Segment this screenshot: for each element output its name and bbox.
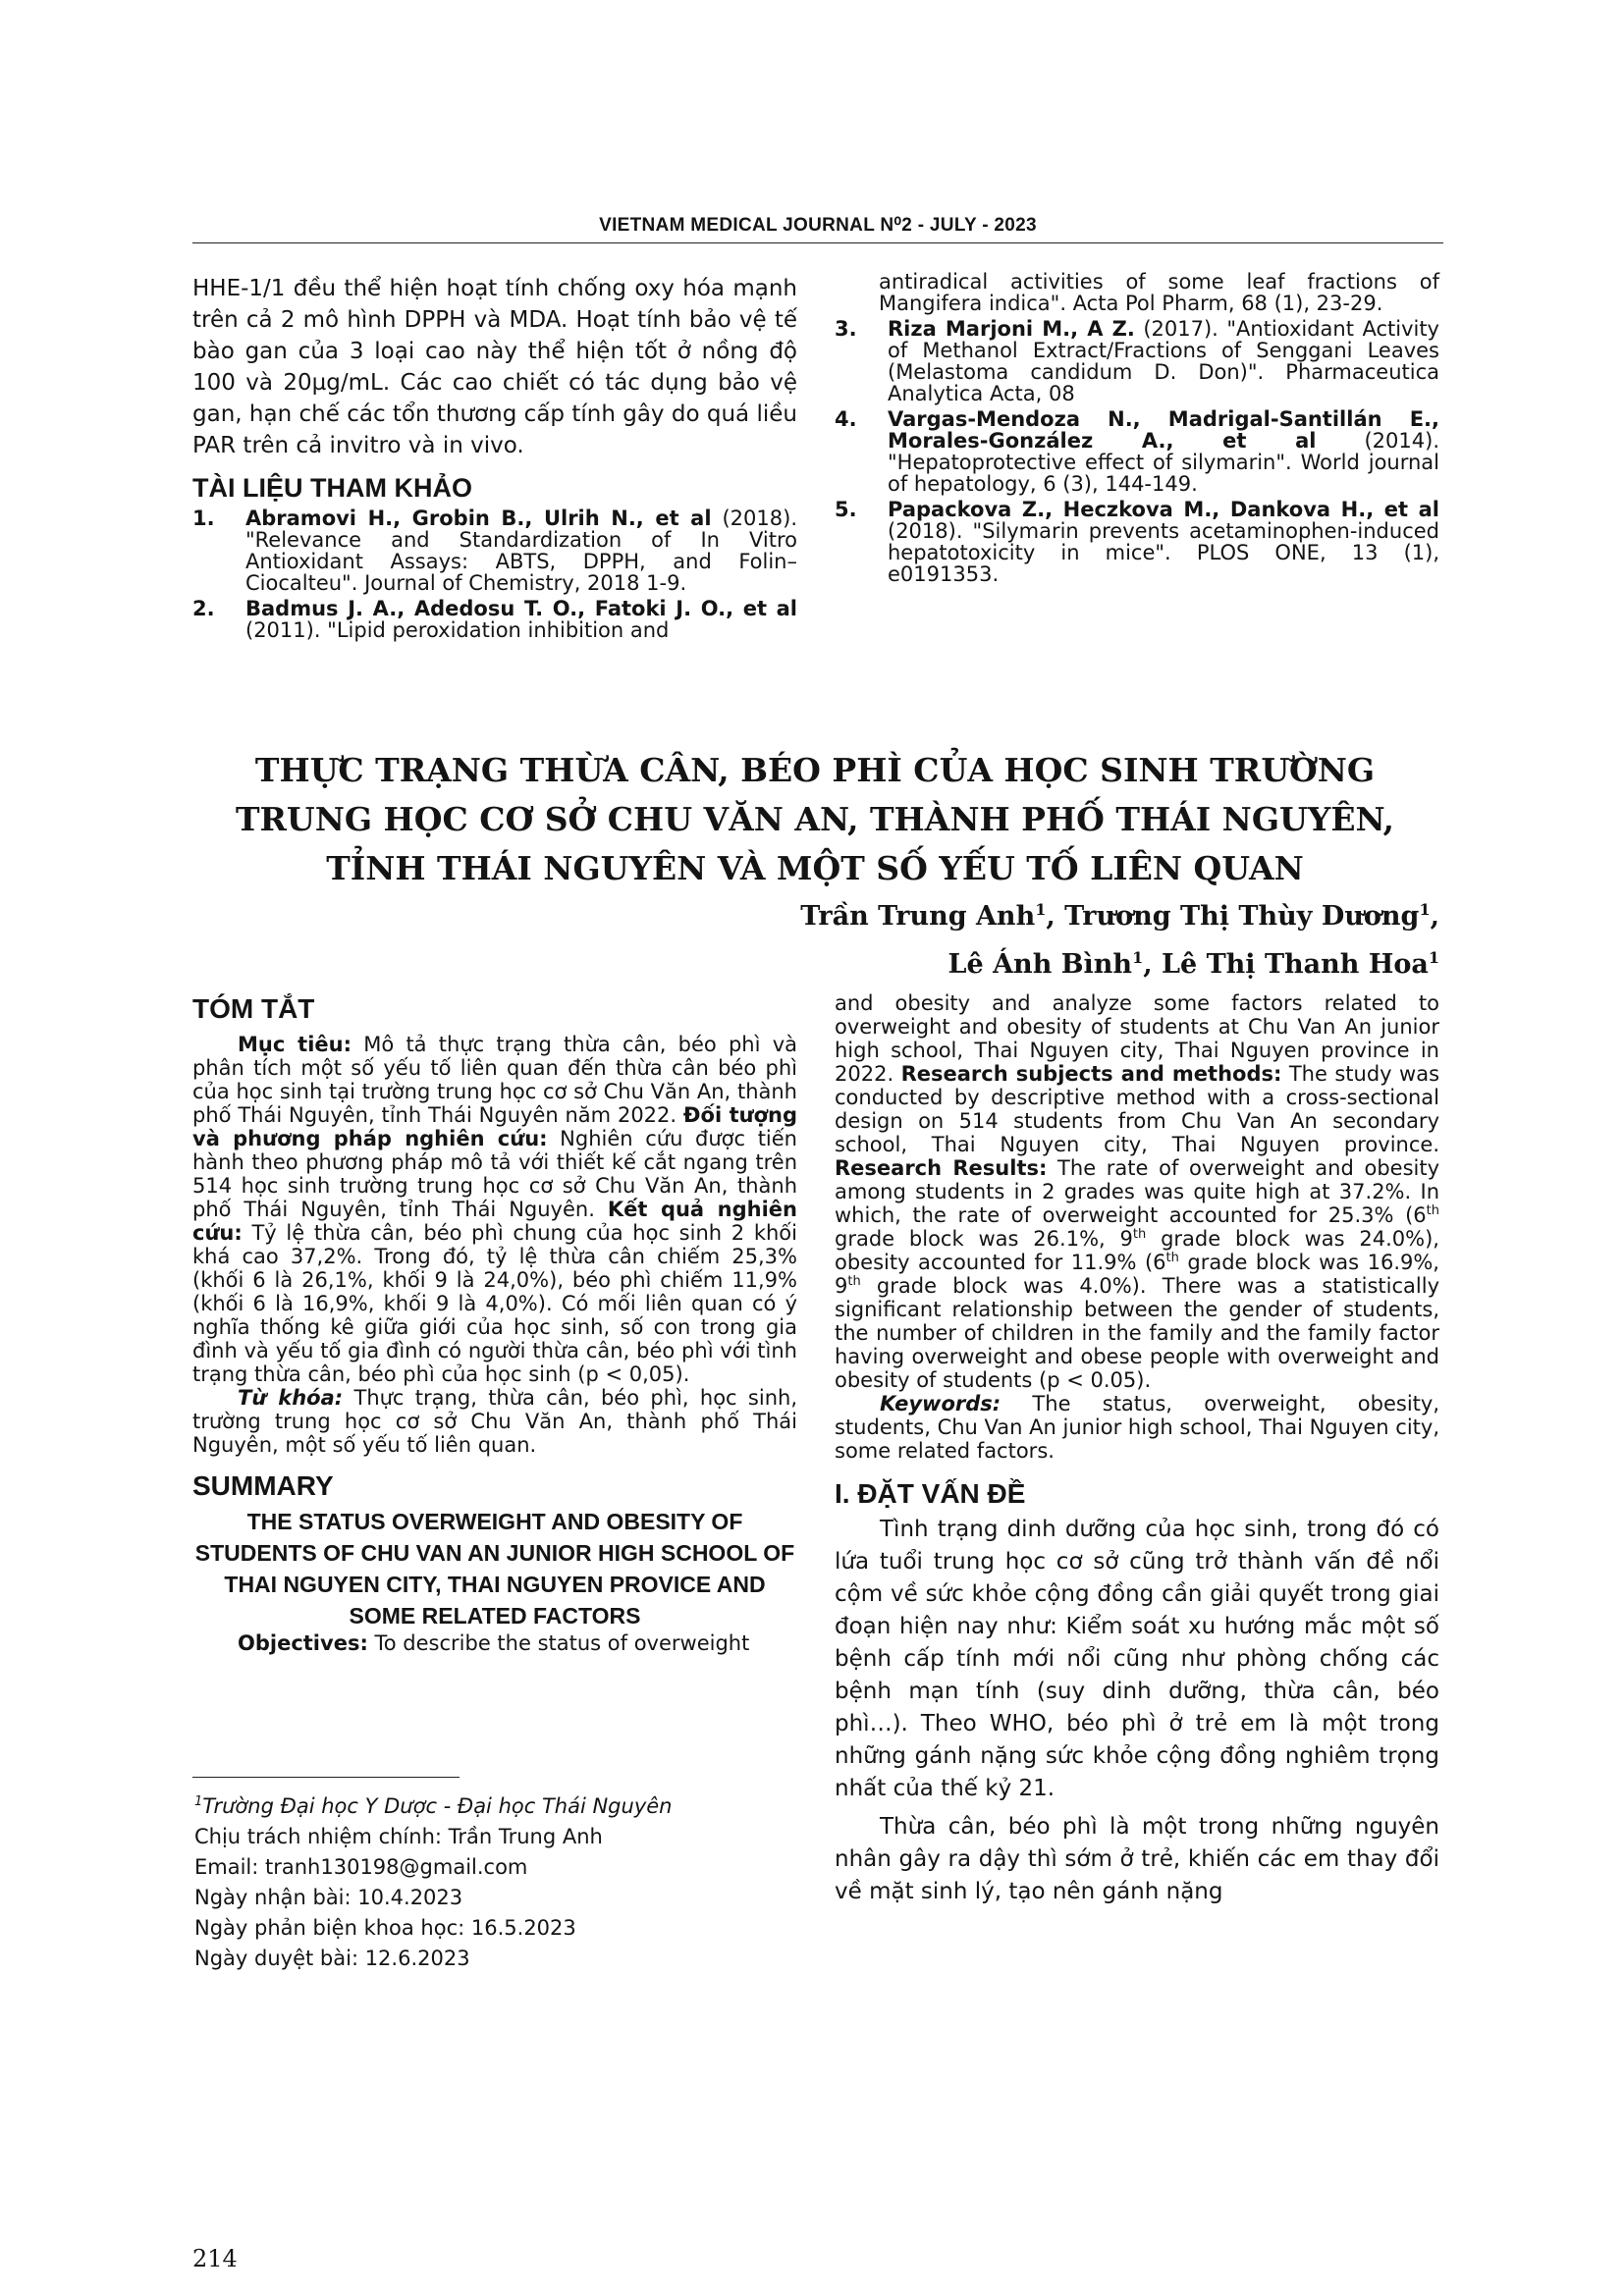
reference-item: 1. Abramovi H., Grobin B., Ulrih N., et al (2018). "Relevance and Standardization of In Vitro Antioxidant Assays: ABTS, DPPH, and Folin–Ciocalteu". Journal of Chemistry, 2018 1-9. [192, 507, 797, 595]
author-name: Trương Thị Thùy Dương [1064, 901, 1420, 932]
reference-item: 2. Badmus J. A., Adedosu T. O., Fatoki J. O., et al (2011). "Lipid peroxidation inhibition and [192, 597, 797, 642]
running-header [192, 214, 1443, 243]
intro-heading: I. ĐẶT VẤN ĐỀ [835, 1478, 1026, 1509]
reference-item: 4. Vargas-Mendoza N., Madrigal-Santillán E., Morales-González A., et al (2014). "Hepatoprotective effect of silymarin". World journal of hepatology, 6 (3), 144-149. [835, 407, 1439, 496]
author-name: Lê Thị Thanh Hoa [1162, 949, 1429, 980]
abstract-left-column [192, 993, 797, 1655]
intro-paragraph: Thừa cân, béo phì là một trong những nguyên nhân gây ra dậy thì sớm ở trẻ, khiến các em thay đổi về mặt sinh lý, tạo nên gánh nặng [835, 1814, 1439, 1904]
footnote-responsible: Chịu trách nhiệm chính: Trần Trung Anh [194, 1825, 603, 1848]
footnote-affiliation-mark: 1 [194, 1794, 203, 1809]
page-number: 214 [192, 2245, 238, 2272]
footnote-received: Ngày nhận bài: 10.4.2023 [194, 1886, 463, 1909]
reference-item: 3. Riza Marjoni M., A Z. (2017). "Antioxidant Activity of Methanol Extract/Fractions of Senggani Leaves (Melastoma candidum D. Don)". Pharmaceutica Analytica Acta, 08 [835, 317, 1439, 405]
title-line: TRUNG HỌC CƠ SỞ CHU VĂN AN, THÀNH PHỐ THÁI NGUYÊN, [235, 800, 1395, 838]
abstract-vi-body: Mục tiêu: Mô tả thực trạng thừa cân, béo phì và phân tích một số yếu tố liên quan đến thừa cân béo phì của học sinh tại trường trung học cơ sở Chu Văn An, thành phố Thái Nguyên, tỉnh Thái Nguyên năm 2022. Đối tượng và phương pháp nghiên cứu: Nghiên cứu được tiến hành theo phương pháp mô tả với thiết kế cắt ngang trên 514 học sinh trường trung học cơ sở Chu Văn An, thành phố Thái Nguyên, tỉnh Thái Nguyên. Kết quả nghiên cứu: Tỷ lệ thừa cân, béo phì chung của học sinh 2 khối khá cao 37,2%. Trong đó, tỷ lệ thừa cân chiếm 25,3% (khối 6 là 26,1%, khối 9 là 24,0%), béo phì chiếm 11,9% (khối 6 là 16,9%, khối 9 là 4,0%). Có mối liên quan có ý nghĩa thống kê giữa giới của học sinh, số con trong gia đình và yếu tố gia đình có người thừa cân, béo phì với tình trạng thừa cân, béo phì của học sinh (p < 0,05). [192, 1033, 798, 1386]
abstract-vi-heading: TÓM TẮT [192, 993, 315, 1024]
summary-keywords: Keywords: The status, overweight, obesity, students, Chu Van An junior high school, Thai Nguyen city, some related factors. [835, 1392, 1439, 1463]
footnote-email: Email: tranh130198@gmail.com [194, 1855, 528, 1879]
summary-objectives-start: Objectives: To describe the status of overweight [238, 1631, 750, 1655]
author-name: Trần Trung Anh [800, 901, 1036, 932]
article-title [177, 746, 1453, 893]
references-list-left [192, 507, 797, 641]
author-affiliation-mark: 1 [1035, 900, 1047, 919]
author-affiliation-mark: 1 [1428, 948, 1439, 967]
reference-text-split: (2011). "Lipid peroxidation inhibition and [245, 618, 670, 642]
prev-article-left-column [192, 273, 797, 641]
references-heading: TÀI LIỆU THAM KHẢO [192, 473, 472, 503]
author-name: Lê Ánh Bình [947, 949, 1133, 980]
summary-heading: SUMMARY [192, 1470, 334, 1501]
footnote-reviewed: Ngày phản biện khoa học: 16.5.2023 [194, 1916, 576, 1940]
journal-name: VIETNAM MEDICAL JOURNAL N⁰2 - JULY - 2023 [599, 215, 1037, 236]
author-affiliation-mark: 1 [1132, 948, 1144, 967]
intro-paragraph: Tình trạng dinh dưỡng của học sinh, trong đó có lứa tuổi trung học cơ sở cũng trở thành vấn đề nổi cộm về sức khỏe cộng đồng cần giải quyết trong giai đoạn hiện nay như: Kiểm soát xu hướng mắc một số bệnh cấp tính mới nổi cũng như phòng chống các bệnh mạn tính (suy dinh dưỡng, thừa cân, béo phì…). Theo WHO, béo phì ở trẻ em là một trong những gánh nặng sức khỏe cộng đồng nghiêm trọng nhất của thế kỷ 21. [835, 1517, 1439, 1801]
abstract-vi-keywords: Từ khóa: Thực trạng, thừa cân, béo phì, học sinh, trường trung học cơ sở Chu Văn An, thành phố Thái Nguyên, một số yếu tố liên quan. [192, 1386, 797, 1457]
footnote-affiliation: Trường Đại học Y Dược - Đại học Thái Nguyên [202, 1794, 673, 1818]
footnote-accepted: Ngày duyệt bài: 12.6.2023 [194, 1947, 470, 1970]
summary-body: and obesity and analyze some factors related to overweight and obesity of students at Chu Van An junior high school, Thai Nguyen city, Thai Nguyen province in 2022. Research subjects and methods: The study was conducted by descriptive method with a cross-sectional design on 514 students from Chu Van An secondary school, Thai Nguyen city, Thai Nguyen province. Research Results: The rate of overweight and obesity among students in 2 grades was quite high at 37.2%. In which, the rate of overweight accounted for 25.3% (6th grade block was 26.1%, 9th grade block was 24.0%), obesity accounted for 11.9% (6th grade block was 16.9%, 9th grade block was 4.0%). There was a statistically significant relationship between the gender of students, the number of children in the family and the family factor having overweight and obese people with overweight and obesity of students (p < 0.05). [835, 991, 1440, 1392]
title-line: TỈNH THÁI NGUYÊN VÀ MỘT SỐ YẾU TỐ LIÊN QUAN [326, 849, 1304, 887]
prev-conclusion-text: HHE-1/1 đều thể hiện hoạt tính chống oxy hóa mạnh trên cả 2 mô hình DPPH và MDA. Hoạt tính bảo vệ tế bào gan của 3 loại cao này thể hiện tốt ở nồng độ 100 và 20µg/mL. Các cao chiết có tác dụng bảo vệ gan, hạn chế các tổn thương cấp tính gây do quá liều PAR trên cả invitro và in vivo. [192, 276, 797, 458]
title-line: THỰC TRẠNG THỪA CÂN, BÉO PHÌ CỦA HỌC SINH TRƯỜNG [254, 751, 1376, 789]
reference-item-continued: antiradical activities of some leaf fractions of Mangifera indica". Acta Pol Pharm, 68 (1), 23-29. [879, 270, 1439, 315]
reference-item: 5. Papackova Z., Heczkova M., Dankova H., et al (2018). "Silymarin prevents acetaminophen-induced hepatotoxicity in mice". PLOS ONE, 13 (1), e0191353. [835, 498, 1439, 586]
author-affiliation-mark: 1 [1419, 900, 1431, 919]
summary-title: THE STATUS OVERWEIGHT AND OBESITY OF STUDENTS OF CHU VAN AN JUNIOR HIGH SCHOOL OF THAI NGUYEN CITY, THAI NGUYEN PROVICE AND SOME RELATED FACTORS [194, 1509, 795, 1629]
footnote-rule [192, 1777, 460, 1778]
abstract-right-column [835, 991, 1439, 1908]
author-list: Trần Trung Anh$^1$, Trương Thị Thùy Dương$^1$, Lê Ánh Bình$^1$, Lê Thị Thanh Hoa$^1$ [800, 900, 1439, 980]
footnote [194, 1787, 672, 1974]
references-list-right [835, 271, 1439, 585]
prev-article-right-column [835, 271, 1439, 589]
